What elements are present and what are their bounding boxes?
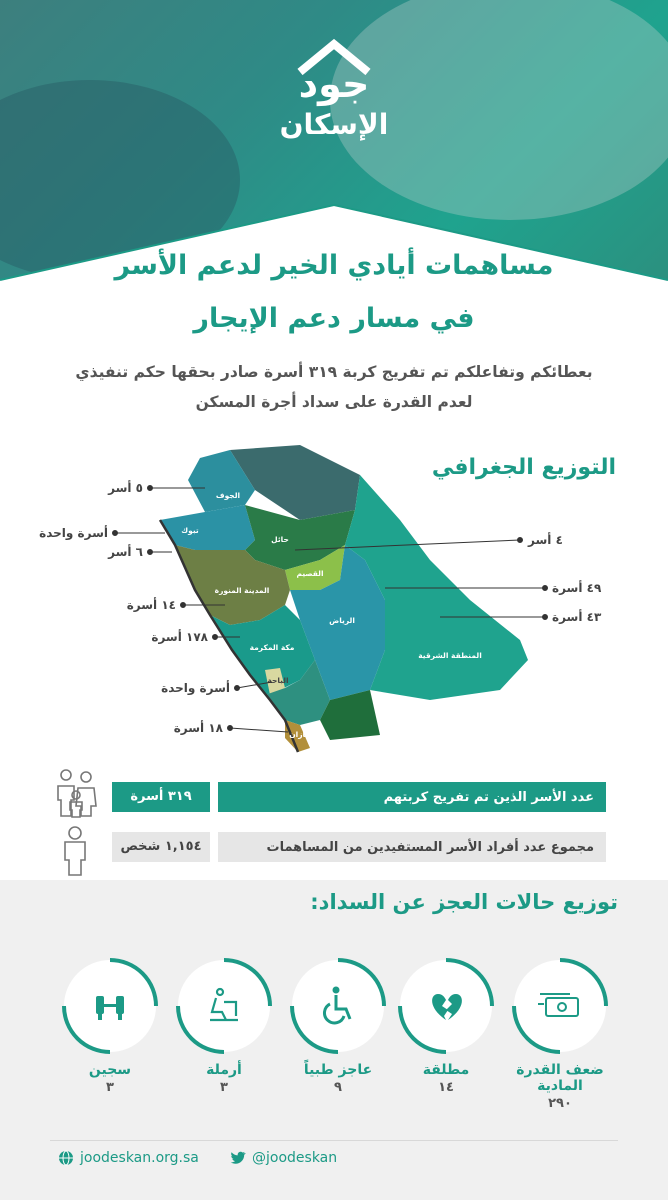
- region-label-makkah: مكة المكرمة: [249, 643, 295, 652]
- case-prisoner: [62, 958, 158, 1095]
- case-name: أرملة: [206, 1062, 242, 1078]
- map-count-hail: ٤ أسر: [528, 533, 563, 547]
- members-stat-value: ١,١٥٤ شخص: [112, 832, 210, 862]
- region-label-sharqiya: المنطقة الشرقية: [418, 651, 482, 660]
- logo-line2: الإسكان: [279, 108, 389, 141]
- region-label-jouf: الجوف: [215, 491, 241, 500]
- person-icon: [60, 826, 90, 876]
- wheelchair-icon: [290, 958, 386, 1054]
- twitter-text: @joodeskan: [252, 1150, 338, 1166]
- case-divorced: [398, 958, 494, 1095]
- region-label-jazan: جازان: [289, 730, 311, 739]
- map-count-riyadh: ٤٩ أسرة: [552, 581, 602, 595]
- map-count-madinah: ١٤ أسرة: [126, 598, 176, 612]
- region-label-hail: حائل: [271, 535, 289, 544]
- case-name: سجين: [88, 1062, 132, 1078]
- case-name: مطلقة: [422, 1062, 470, 1078]
- map-count-baha: أسرة واحدة: [161, 681, 230, 695]
- globe-icon: [58, 1150, 74, 1166]
- case-value: ١٤: [438, 1080, 454, 1095]
- map-count-tabuk: أسرة واحدة: [39, 526, 108, 540]
- footer-divider: [50, 1140, 618, 1141]
- map-count-sharqiya: ٤٣ أسرة: [552, 610, 602, 624]
- case-disabled: [290, 958, 386, 1095]
- twitter-link[interactable]: [230, 1150, 337, 1166]
- families-stat-label: عدد الأسر الذين تم تفريج كربتهم: [383, 789, 594, 805]
- saudi-map: [0, 440, 668, 770]
- map-count-jouf: ٥ أسر: [108, 481, 143, 495]
- geo-distribution-title: التوزيع الجغرافي: [431, 455, 616, 480]
- region-label-qassim: القصيم: [296, 569, 324, 578]
- region-label-riyadh: الرياض: [329, 616, 355, 625]
- website-link[interactable]: [58, 1150, 199, 1166]
- main-title-line2: في مسار دعم الإيجار: [193, 303, 475, 334]
- logo-line1: جود: [298, 62, 370, 106]
- twitter-icon: [230, 1151, 246, 1165]
- main-title-line1: مساهمات أيادي الخير لدعم الأسر: [114, 250, 554, 281]
- case-name: ضعف القدرة المادية: [516, 1062, 604, 1094]
- case-value: ٣: [220, 1080, 228, 1095]
- intro-line2: لعدم القدرة على سداد أجرة المسكن: [195, 393, 473, 411]
- case-value: ٩: [334, 1080, 342, 1095]
- case-value: ٣: [106, 1080, 114, 1095]
- money-icon: [512, 958, 608, 1054]
- logo: [272, 38, 396, 141]
- families-stat-value: ٣١٩ أسرة: [112, 782, 210, 812]
- map-count-jazan: ١٨ أسرة: [173, 721, 223, 735]
- case-value: ٢٩٠: [548, 1096, 572, 1111]
- family-icon: [54, 768, 98, 818]
- map-count-north: ٦ أسر: [108, 545, 143, 559]
- members-stat-label: مجموع عدد أفراد الأسر المستفيدين من المساهمات: [266, 839, 594, 855]
- region-label-baha: الباحة: [267, 676, 289, 685]
- case-widow: [176, 958, 272, 1095]
- case-name: عاجز طبياً: [303, 1062, 373, 1078]
- website-text: joodeskan.org.sa: [80, 1150, 199, 1166]
- region-label-madinah: المدينة المنورة: [214, 586, 270, 595]
- cases-title: توزيع حالات العجز عن السداد:: [310, 890, 618, 914]
- intro-line1: بعطائكم وتفاعلكم تم تفريج كربة ٣١٩ أسرة صادر بحقها حكم تنفيذي: [75, 363, 593, 381]
- footer: [0, 1140, 668, 1200]
- region-label-tabuk: تبوك: [181, 526, 199, 535]
- prisoner-icon: [62, 958, 158, 1054]
- broken-heart-icon: [398, 958, 494, 1054]
- case-financial: [512, 958, 608, 1111]
- widow-icon: [176, 958, 272, 1054]
- map-count-makkah: ١٧٨ أسرة: [151, 630, 208, 644]
- families-stat-bar: [218, 782, 606, 812]
- members-stat-bar: [218, 832, 606, 862]
